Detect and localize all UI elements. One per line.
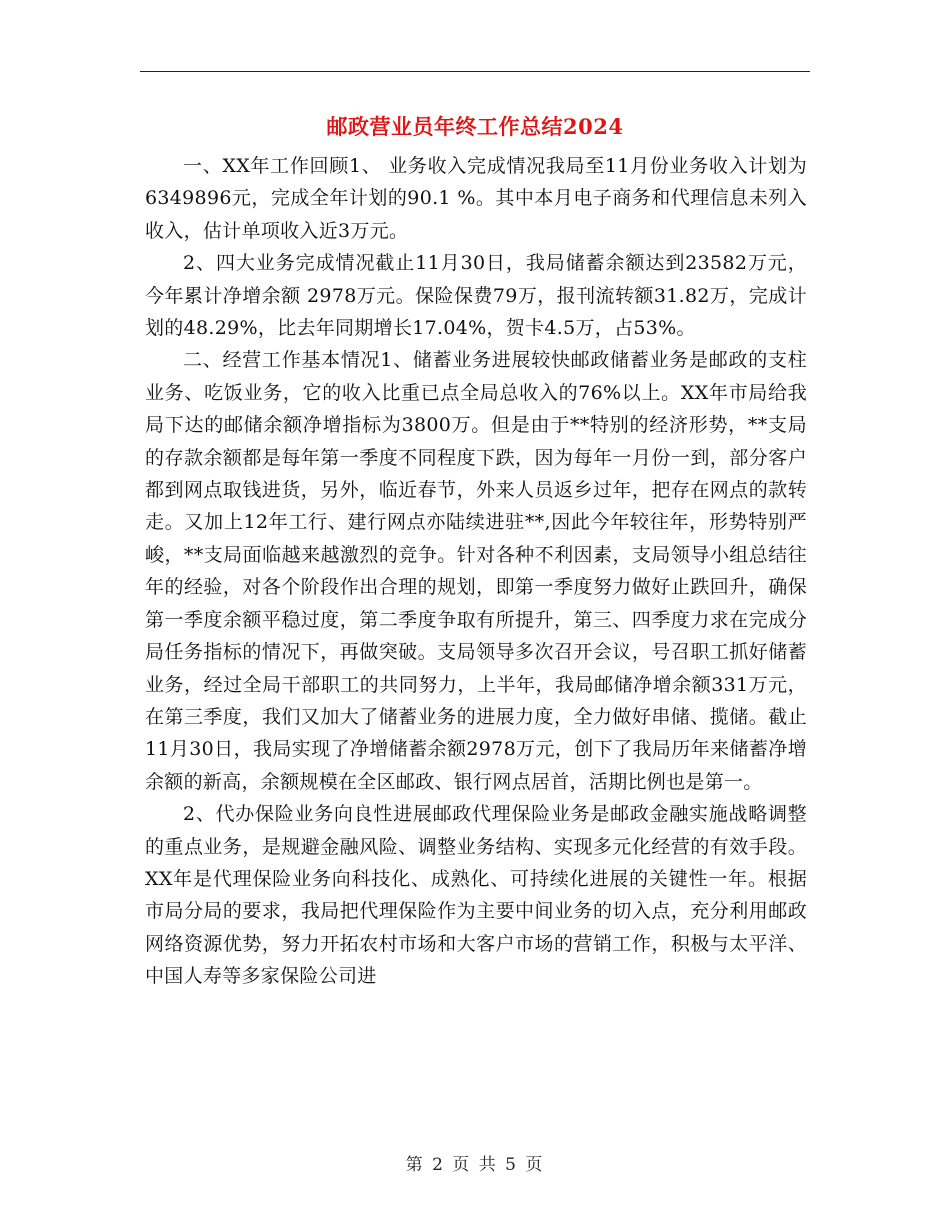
document-title: 邮政营业员年终工作总结2024	[326, 114, 624, 139]
paragraph-3: 二、经营工作基本情况1、储蓄业务进展较快邮政储蓄业务是邮政的支柱业务、吃饭业务，它的收入比重已点全局总收入的76%以上。XX年市局给我局下达的邮储余额净增指标为3800万。但是由于**特别的经济形势，**支局的存款余额都是每年第一季度不同程度下跌，因为每年一月份一到，部分客户都到网点取钱进货，另外，临近春节，外来人员返乡过年，把存在网点的款转走。又加上12年工行、建行网点亦陆续进驻**,因此今年较往年，形势特别严峻，**支局面临越来越激烈的竞争。针对各种不利因素，支局领导小组总结往年的经验，对各个阶段作出合理的规划，即第一季度努力做好止跌回升，确保第一季度余额平稳过度，第二季度争取有所提升，第三、四季度力求在完成分局任务指标的情况下，再做突破。支局领导多次召开会议，号召职工抓好储蓄业务，经过全局干部职工的共同努力，上半年，我局邮储净增余额331万元，在第三季度，我们又加大了储蓄业务的进展力度，全力做好串储、揽储。截止11月30日，我局实现了净增储蓄余额2978万元，创下了我局历年来储蓄净增余额的新高，余额规模在全区邮政、银行网点居首，活期比例也是第一。	[145, 349, 807, 793]
document-body	[145, 150, 807, 993]
paragraph-2: 2、四大业务完成情况截止11月30日，我局储蓄余额达到23582万元，今年累计净增余额 2978万元。保险保费79万，报刊流转额31.82万，完成计划的48.29%，比去年同期增长17.04%，贺卡4.5万，占53%。	[145, 252, 807, 340]
header-rule	[140, 71, 810, 72]
page-number-footer: 第 2 页 共 5 页	[405, 1155, 545, 1175]
paragraph-4: 2、代办保险业务向良性进展邮政代理保险业务是邮政金融实施战略调整的重点业务，是规避金融风险、调整业务结构、实现多元化经营的有效手段。XX年是代理保险业务向科技化、成熟化、可持续化进展的关键性一年。根据市局分局的要求，我局把代理保险作为主要中间业务的切入点，充分利用邮政网络资源优势，努力开拓农村市场和大客户市场的营销工作，积极与太平洋、中国人寿等多家保险公司进	[145, 803, 807, 988]
paragraph-1: 一、XX年工作回顾1、 业务收入完成情况我局至11月份业务收入计划为 6349896元，完成全年计划的90.1 %。其中本月电子商务和代理信息未列入收入，估计单项收入近3万元。	[145, 155, 807, 242]
